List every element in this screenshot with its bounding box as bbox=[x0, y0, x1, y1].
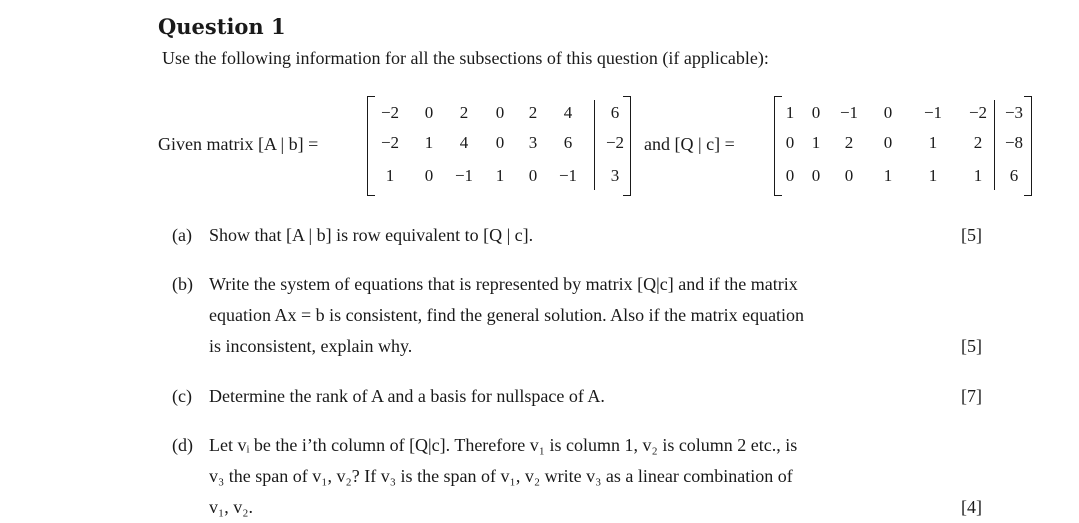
matrix-q-c-cell: 0 bbox=[785, 133, 795, 152]
part-b-label: (b) bbox=[172, 274, 193, 294]
matrix-a-b bbox=[367, 96, 631, 194]
matrix-a-b-cell: 4 bbox=[563, 103, 573, 122]
matrix-a-b-cell: 3 bbox=[528, 133, 538, 152]
matrix-q-c-cell: 1 bbox=[928, 133, 938, 152]
matrix-a-b-cell: 2 bbox=[459, 103, 469, 122]
given-matrix-label: Given matrix [A | b] = bbox=[158, 134, 319, 154]
matrix-a-b-cell: 3 bbox=[610, 166, 620, 185]
matrix-a-b-cell: −1 bbox=[558, 166, 578, 185]
matrix-q-c-cell: −3 bbox=[1004, 103, 1024, 122]
matrix-q-c-cell: 1 bbox=[811, 133, 821, 152]
matrix-a-b-cell: 2 bbox=[528, 103, 538, 122]
matrix-a-b-cell: 0 bbox=[424, 103, 434, 122]
and-matrix-label: and [Q | c] = bbox=[644, 134, 735, 154]
matrix-q-c-cell: 0 bbox=[844, 166, 854, 185]
part-c-label: (c) bbox=[172, 386, 192, 406]
matrix-q-c-cell: −1 bbox=[839, 103, 859, 122]
matrix-q-c-cell: 0 bbox=[811, 166, 821, 185]
part-c bbox=[172, 381, 982, 412]
matrix-a-b-cell: −2 bbox=[380, 133, 400, 152]
matrix-a-b-cell: 1 bbox=[495, 166, 505, 185]
matrix-q-c-cell: 0 bbox=[883, 133, 893, 152]
part-d-text-line: v₃ the span of v₁, v₂? If v₃ is the span of v₁, v₂ write v₃ as a linear combination of bbox=[209, 466, 793, 486]
part-a-marks: [5] bbox=[961, 225, 982, 245]
matrix-a-b-augment-bar bbox=[594, 100, 595, 190]
matrix-a-b-cell: −1 bbox=[454, 166, 474, 185]
matrix-q-c-cell: 0 bbox=[785, 166, 795, 185]
part-b-text-line: equation Ax = b is consistent, find the general solution. Also if the matrix equation bbox=[209, 305, 805, 325]
part-c-text-line: Determine the rank of A and a basis for nullspace of A. bbox=[209, 386, 605, 406]
matrix-a-b-cell: 1 bbox=[424, 133, 434, 152]
part-d-marks: [4] bbox=[961, 497, 982, 517]
matrix-a-b-cell: 6 bbox=[610, 103, 620, 122]
part-d-text-line: Let vᵢ be the i’th column of [Q|c]. Therefore v₁ is column 1, v₂ is column 2 etc., is bbox=[209, 435, 798, 455]
part-b-text-line: Write the system of equations that is represented by matrix [Q|c] and if the matrix bbox=[209, 274, 798, 294]
part-d-text-line: v₁, v₂. bbox=[209, 497, 254, 517]
matrix-a-b-cell: −2 bbox=[605, 133, 625, 152]
part-b bbox=[172, 269, 982, 362]
matrix-q-c-cell: 2 bbox=[844, 133, 854, 152]
part-c-marks: [7] bbox=[961, 386, 982, 406]
matrix-q-c-cell: 1 bbox=[973, 166, 983, 185]
matrix-a-b-cell: 1 bbox=[385, 166, 395, 185]
part-a-text-line: Show that [A | b] is row equivalent to [Q | c]. bbox=[209, 225, 534, 245]
matrix-q-c-cell: 2 bbox=[973, 133, 983, 152]
matrix-q-c bbox=[774, 96, 1032, 194]
matrix-a-b-cell: −2 bbox=[380, 103, 400, 122]
matrix-a-b-cell: 0 bbox=[495, 133, 505, 152]
part-b-marks: [5] bbox=[961, 336, 982, 356]
matrix-a-b-cell: 4 bbox=[459, 133, 469, 152]
question-intro: Use the following information for all the subsections of this question (if applicable): bbox=[162, 48, 769, 68]
part-d bbox=[172, 430, 982, 523]
matrix-a-b-cell: 0 bbox=[424, 166, 434, 185]
question-title: Question 1 bbox=[158, 14, 286, 39]
matrix-q-c-cell: 0 bbox=[811, 103, 821, 122]
matrix-a-b-cell: 6 bbox=[563, 133, 573, 152]
matrix-q-c-cell: 1 bbox=[928, 166, 938, 185]
matrix-q-c-cell: 0 bbox=[883, 103, 893, 122]
matrix-q-c-cell: −2 bbox=[968, 103, 988, 122]
matrix-a-b-cell: 0 bbox=[495, 103, 505, 122]
matrix-q-c-cell: 6 bbox=[1009, 166, 1019, 185]
part-b-text-line: is inconsistent, explain why. bbox=[209, 336, 413, 356]
matrix-q-c-cell: −1 bbox=[923, 103, 943, 122]
part-d-label: (d) bbox=[172, 435, 193, 455]
matrix-a-b-cell: 0 bbox=[528, 166, 538, 185]
part-a bbox=[172, 220, 982, 251]
matrix-q-c-cell: 1 bbox=[883, 166, 893, 185]
part-a-label: (a) bbox=[172, 225, 192, 245]
matrix-q-c-cell: −8 bbox=[1004, 133, 1024, 152]
matrix-q-c-cell: 1 bbox=[785, 103, 795, 122]
